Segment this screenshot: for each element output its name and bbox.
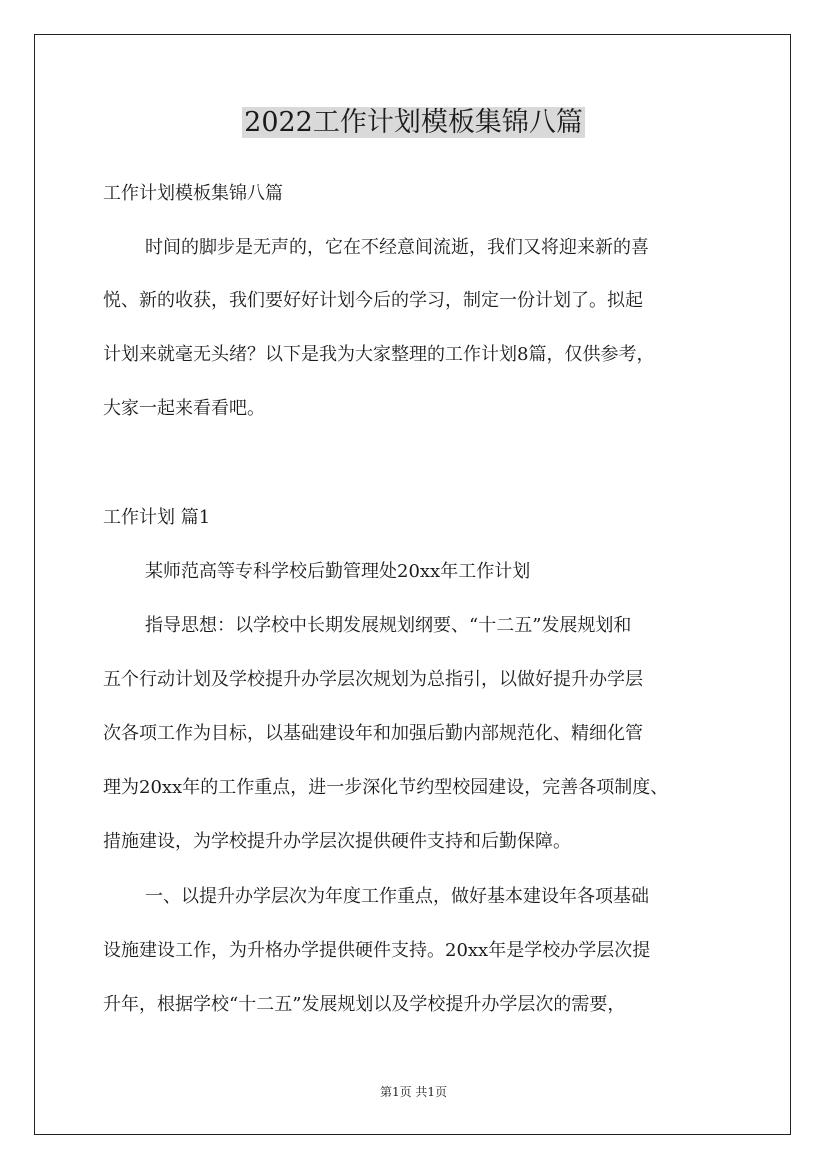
- item-one-line: 一、以提升办学层次为年度工作重点，做好基本建设年各项基础: [145, 886, 649, 907]
- document-subtitle: 工作计划模板集锦八篇: [103, 183, 283, 204]
- document-title-text: 2022工作计划模板集锦八篇: [244, 107, 583, 138]
- page-footer: 第1页 共1页: [379, 1085, 448, 1099]
- intro-line: 大家一起来看看吧。: [103, 398, 265, 419]
- document-title: [0, 104, 827, 142]
- intro-line: 时间的脚步是无声的，它在不经意间流逝，我们又将迎来新的喜: [145, 237, 649, 258]
- guiding-line: 指导思想：以学校中长期发展规划纲要、“十二五”发展规划和: [145, 615, 632, 636]
- guiding-line: 理为20xx年的工作重点，进一步深化节约型校园建设，完善各项制度、: [103, 777, 669, 798]
- item-one-line: 升年，根据学校“十二五”发展规划以及学校提升办学层次的需要，: [103, 994, 626, 1015]
- guiding-line: 五个行动计划及学校提升办学层次规划为总指引，以做好提升办学层: [103, 669, 643, 690]
- plan-title: 某师范高等专科学校后勤管理处20xx年工作计划: [145, 561, 531, 582]
- intro-line: 悦、新的收获，我们要好好计划今后的学习，制定一份计划了。拟起: [103, 290, 643, 311]
- intro-line: 计划来就毫无头绪？以下是我为大家整理的工作计划8篇，仅供参考，: [103, 344, 655, 365]
- section-heading: 工作计划 篇1: [103, 507, 211, 528]
- guiding-line: 措施建设，为学校提升办学层次提供硬件支持和后勤保障。: [103, 831, 571, 852]
- guiding-line: 次各项工作为目标，以基础建设年和加强后勤内部规范化、精细化管: [103, 723, 643, 744]
- item-one-line: 设施建设工作，为升格办学提供硬件支持。20xx年是学校办学层次提: [103, 940, 651, 961]
